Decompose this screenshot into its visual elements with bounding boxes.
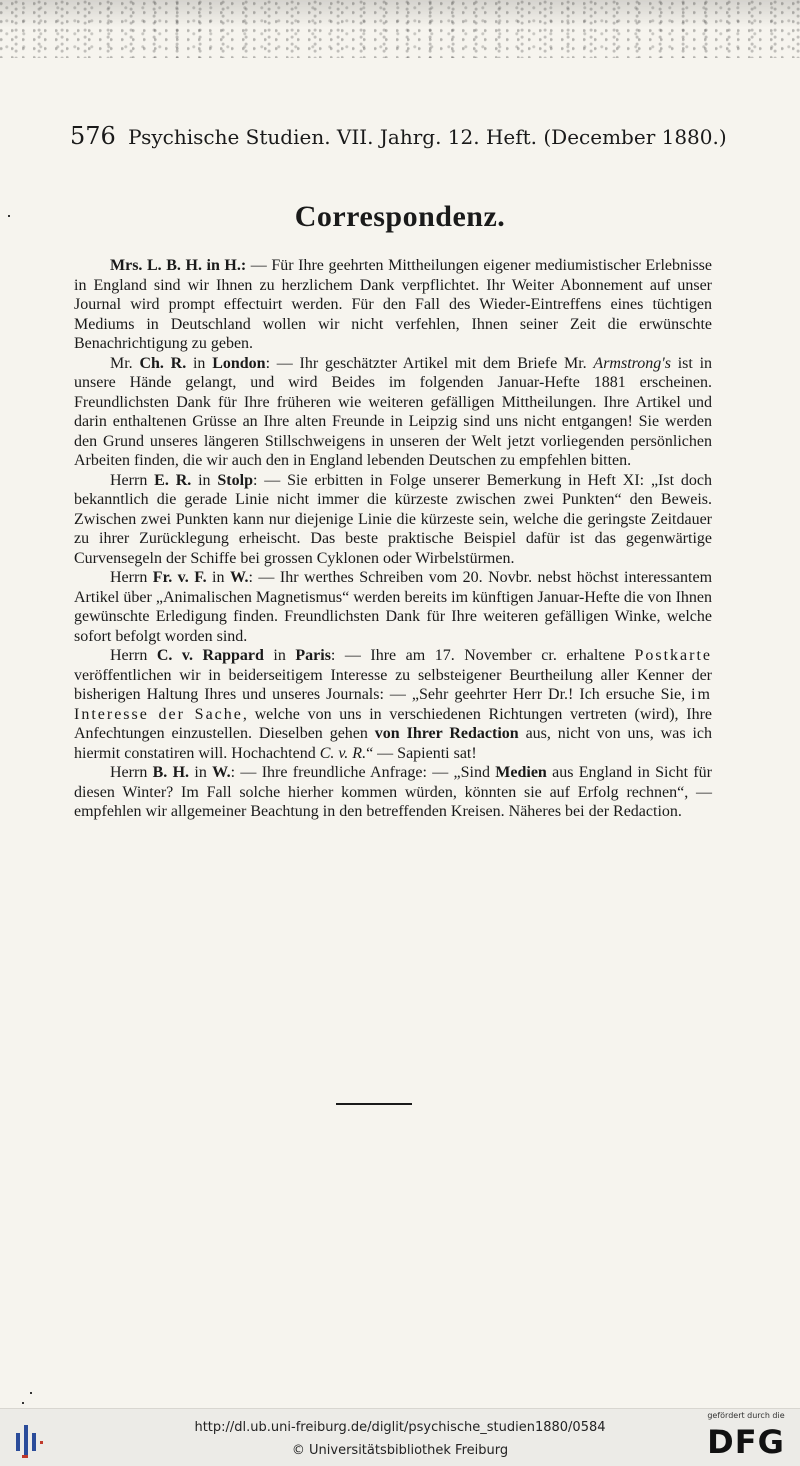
connector: in (191, 471, 218, 489)
paragraph-text: ist in unsere Hände gelangt, und wird Beides im folgenden Januar-Hefte 1881 erscheinen. Freundlichsten Dank für Ihre früheren wie weiteren gefälligen Mittheilungen. Ihre Artikel und darin enthaltenen Grüsse an Ihre alten Freunde in Leipzig sind uns nicht entgangen! Sie werden den Grund unseres längeren Stillschweigens in unseren der Welt jetzt vorliegenden persönlichen Arbeiten finden, die wir auch den in England lebenden Deutschen zu empfehlen bitten. (74, 354, 713, 469)
scan-speck (22, 1402, 24, 1404)
addressee-name: E. R. (154, 471, 192, 489)
paragraph-text: : — Ihr geschätzter Artikel mit dem Briefe Mr. (265, 354, 594, 372)
paragraph-text: , welche von uns in verschiedenen Richtungen vertreten (wird), Ihre Anfechtungen einzustellen. Dieselben gehen (74, 705, 712, 742)
italic-signature: C. v. R. (319, 744, 367, 762)
paragraph-text: veröffentlichen wir in beiderseitigem Interesse zu selbsteigener Beurtheilung aller Kenner der bisherigen Haltung Ihres und unseres Journals: — „Sehr geehrter Herr Dr.! Ich ersuche Sie, (74, 666, 712, 703)
addressee-name: Ch. R. (139, 354, 187, 372)
running-title: Psychische Studien. VII. Jahrg. 12. Heft. (December 1880.) (128, 125, 727, 149)
addressee-place: Stolp (217, 471, 253, 489)
addressee-place: W. (212, 764, 231, 781)
paragraph-5 (74, 646, 712, 763)
paragraph-text: aus, nicht von uns, was ich hiermit constatiren will. Hochachtend (74, 725, 713, 762)
copyright-text: © Universitätsbibliothek Freiburg (291, 1443, 509, 1458)
page-title: Correspondenz. (294, 200, 506, 233)
salutation: Herrn (110, 569, 153, 586)
dfg-logo: DFG (707, 1423, 785, 1461)
addressee: Mrs. L. B. H. in H.: (110, 257, 247, 274)
connector: in (263, 647, 296, 664)
paragraph-text: : — Ihre am 17. November cr. erhaltene (330, 647, 635, 664)
bold-phrase: von Ihrer Redaction (374, 725, 519, 742)
paragraph-text: : — Ihr werthes Schreiben vom 20. Novbr. nebst höchst interessantem Artikel über „Animalischen Magnetismus“ werden bereits im künftigen Januar-Hefte die von Ihnen gewünschte Erledigung finden. Freundlichsten Dank für Ihre weiteren gefälligen Winke, welche sofort befolgt worden sind. (74, 569, 713, 645)
connector: in (186, 354, 213, 372)
salutation: Herrn (110, 647, 157, 664)
closing-rule (336, 1103, 412, 1105)
addressee-name: Fr. v. F. (152, 569, 207, 586)
dfg-caption: gefördert durch die (707, 1411, 785, 1420)
addressee-place: London (212, 354, 266, 372)
salutation: Herrn (110, 764, 153, 781)
paragraph-text: : — Ihre freundliche Anfrage: — „Sind (230, 764, 496, 781)
paragraph-6 (74, 763, 712, 822)
paragraph-text: aus England in Sicht für diesen Winter? Im Fall solche hierher kommen würden, könnten sie auf Erfolg rechnen“, — empfehlen wir allgemeiner Beachtung in den betreffenden Kreisen. Näheres bei der Redaction. (74, 764, 713, 820)
paragraph-text: : — Sie erbitten in Folge unserer Bemerkung in Heft XI: „Ist doch bekanntlich die gerade Linie nicht immer die kürzeste zwischen zwei Punkten“ den Beweis. Zwischen zwei Punkten kann nur diejenige Linie die kürzeste sein, welche die geringste Zeitdauer zu ihrer Zurücklegung erheischt. Das beste praktische Beispiel dafür ist das gegenwärtige Curvensegeln der Schiffe bei grossen Cyklonen oder Wirbelstürmen. (74, 471, 712, 567)
article-body (74, 256, 712, 822)
running-head (70, 122, 730, 151)
paragraph-text: “ — Sapienti sat! (366, 744, 477, 762)
connector: in (189, 764, 213, 781)
paragraph-2 (74, 354, 712, 471)
addressee-name: B. H. (152, 764, 190, 781)
connector: in (206, 569, 230, 586)
salutation: Herrn (110, 471, 155, 489)
addressee-place: Paris (295, 647, 331, 664)
paragraph-text: — Für Ihre geehrten Mittheilungen eigener mediumistischer Erlebnisse in England sind wir Ihnen zu herzlichem Dank verpflichtet. Ihr Weiter Abonnement auf unser Journal wird prompt effectuirt werden. Für den Fall des Wieder-Eintreffens eines tüchtigen Mediums in Deutschland wollen wir nicht verfehlen, Ihnen seiner Zeit die erwünschte Benachrichtigung zu geben. (74, 257, 712, 352)
addressee-place: W. (229, 569, 249, 586)
bold-word: Medien (495, 764, 547, 781)
scan-speck (30, 1392, 32, 1394)
addressee-name: C. v. Rappard (156, 647, 264, 664)
italic-name: Armstrong's (593, 354, 671, 372)
paragraph-1 (74, 256, 712, 354)
spaced-word: Postkarte (634, 647, 713, 664)
salutation: Mr. (110, 354, 140, 372)
paragraph-3 (74, 471, 712, 569)
permalink-url[interactable]: http://dl.ub.uni-freiburg.de/diglit/psychische_studien1880/0584 (194, 1420, 606, 1435)
page-number: 576 (70, 122, 116, 150)
spaced-phrase: im Interesse der Sache (74, 686, 712, 723)
footer-bar (0, 1408, 800, 1466)
paragraph-4 (74, 568, 712, 646)
scan-noise-band (0, 0, 800, 58)
